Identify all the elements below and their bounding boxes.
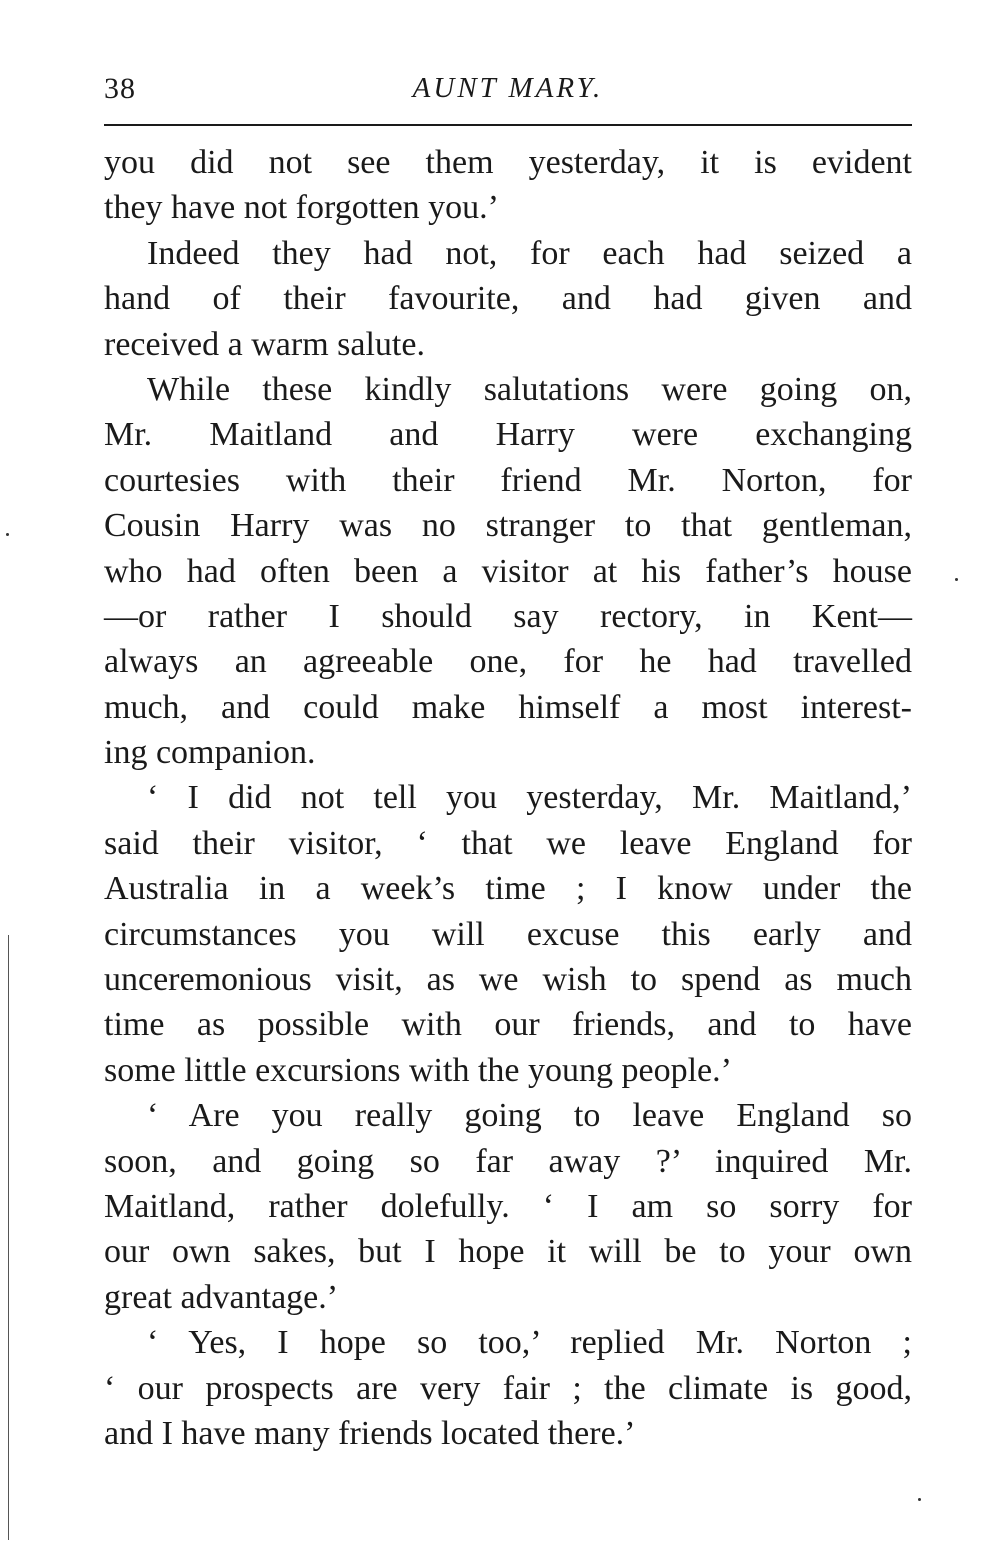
scan-speck: [6, 533, 9, 536]
text-line: Australia in a week’s time ; I know under the: [104, 870, 912, 908]
text-line: much, and could make himself a most interest-: [104, 688, 912, 726]
text-line: who had often been a visitor at his father’s house: [104, 552, 912, 590]
running-head: [104, 72, 912, 112]
scan-speck: [955, 578, 958, 581]
text-line: unceremonious visit, as we wish to spend as much: [104, 961, 912, 999]
text-line: hand of their favourite, and had given and: [104, 280, 912, 318]
text-line: Mr. Maitland and Harry were exchanging: [104, 416, 912, 454]
text-line: ‘ Yes, I hope so too,’ replied Mr. Norton ;: [147, 1324, 912, 1362]
scan-speck: [918, 1498, 921, 1501]
text-line: some little excursions with the young people.’: [104, 1051, 732, 1089]
text-line: they have not forgotten you.’: [104, 189, 500, 227]
text-line: ‘ our prospects are very fair ; the climate is good,: [104, 1369, 912, 1407]
text-line: time as possible with our friends, and to have: [104, 1006, 912, 1044]
text-line: circumstances you will excuse this early and: [104, 915, 912, 953]
text-line: While these kindly salutations were going on,: [147, 370, 912, 408]
scan-edge-line: [8, 935, 9, 1540]
text-line: and I have many friends located there.’: [104, 1414, 636, 1452]
text-line: Cousin Harry was no stranger to that gentleman,: [104, 507, 912, 545]
text-line: ‘ Are you really going to leave England so: [147, 1097, 912, 1135]
text-line: received a warm salute.: [104, 325, 425, 363]
text-line: our own sakes, but I hope it will be to your own: [104, 1233, 912, 1271]
text-line: said their visitor, ‘ that we leave England for: [104, 824, 912, 862]
text-line: courtesies with their friend Mr. Norton, for: [104, 461, 912, 499]
text-line: you did not see them yesterday, it is evident: [104, 144, 912, 181]
text-line: Indeed they had not, for each had seized a: [147, 234, 912, 272]
page-number: 38: [104, 72, 136, 105]
text-line: Maitland, rather dolefully. ‘ I am so sorry for: [104, 1187, 912, 1225]
header-rule: [104, 124, 912, 126]
text-line: ing companion.: [104, 734, 316, 772]
text-line: soon, and going so far away ?’ inquired Mr.: [104, 1142, 912, 1180]
body-text: [104, 140, 912, 1456]
text-line: great advantage.’: [104, 1278, 339, 1316]
text-line: ‘ I did not tell you yesterday, Mr. Maitland,’: [147, 779, 912, 817]
text-line: —or rather I should say rectory, in Kent—: [104, 597, 912, 635]
text-line: always an agreeable one, for he had travelled: [104, 643, 912, 681]
running-title: AUNT MARY.: [412, 72, 604, 104]
